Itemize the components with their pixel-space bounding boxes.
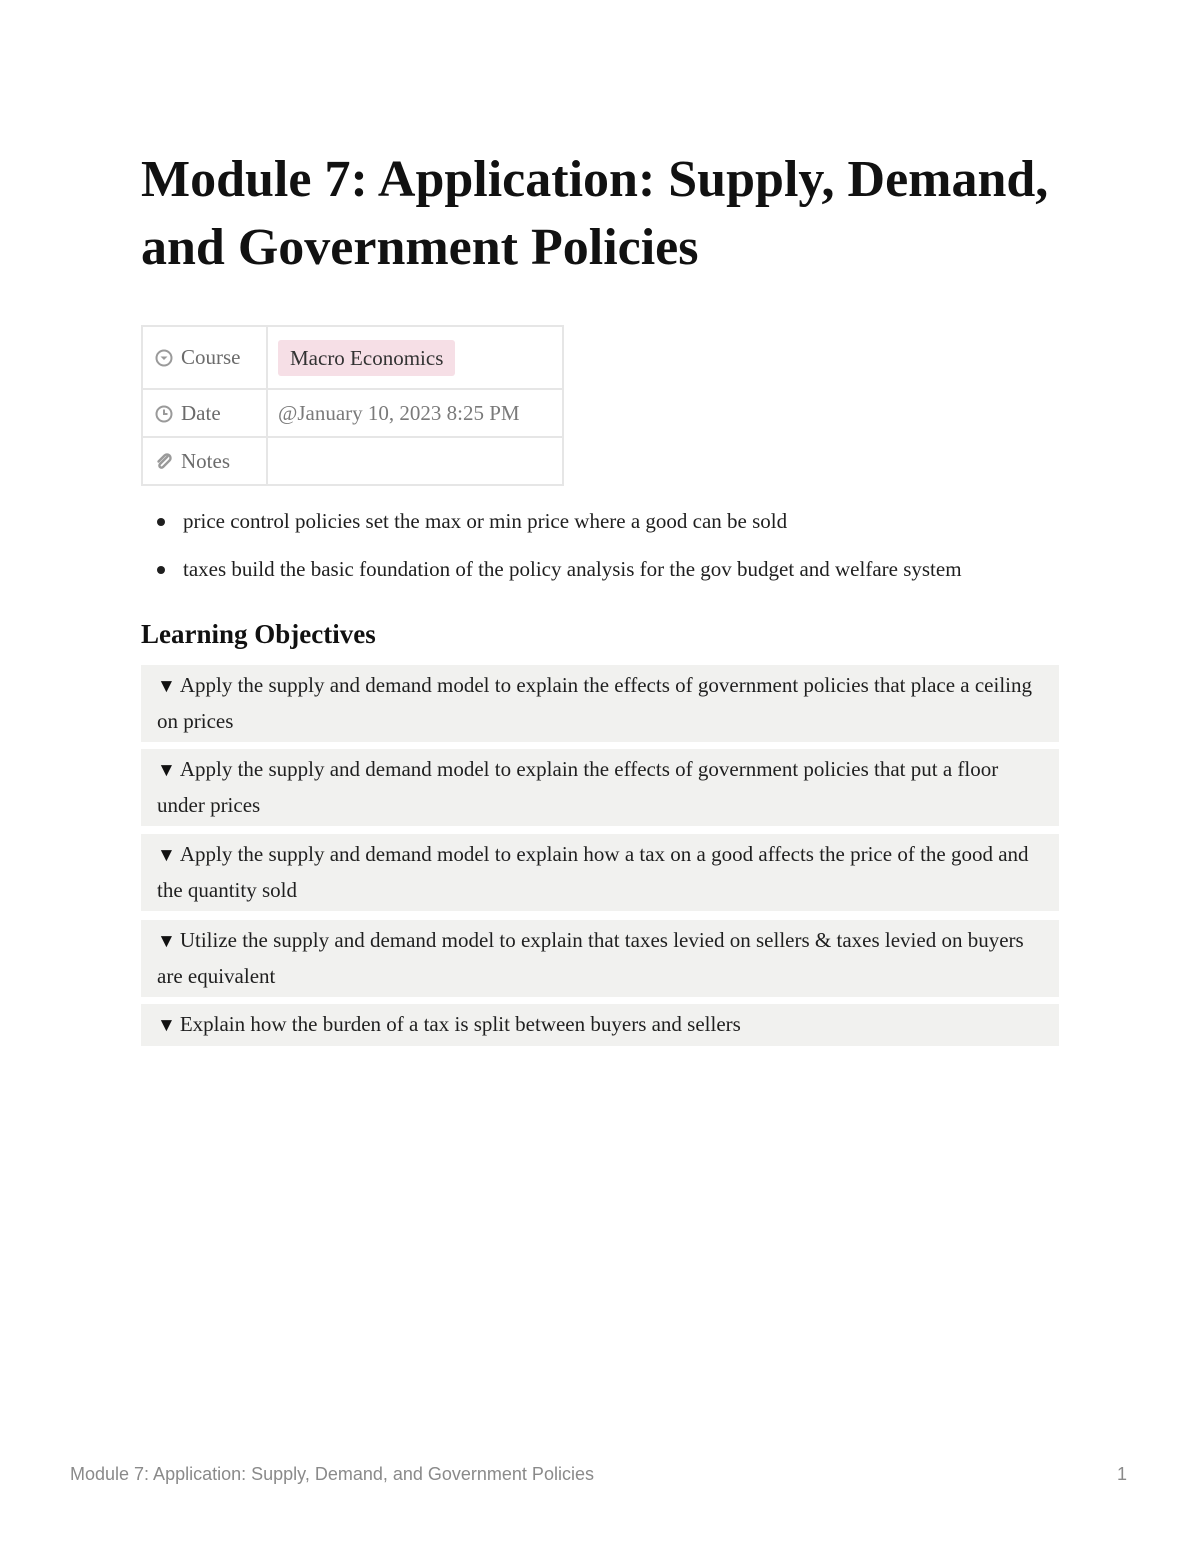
toggle-text: Utilize the supply and demand model to explain that taxes levied on sellers & taxes levied on buyers are equivalent — [157, 928, 1024, 988]
property-value-cell[interactable] — [267, 437, 563, 485]
toggle-block[interactable] — [141, 920, 1059, 997]
toggle-block[interactable] — [141, 665, 1059, 742]
property-row-notes — [142, 437, 563, 485]
bullet-dot — [157, 566, 165, 574]
property-row-date — [142, 389, 563, 437]
footer-title: Module 7: Application: Supply, Demand, and Government Policies — [70, 1464, 594, 1484]
property-row-course — [142, 326, 563, 389]
list-item — [141, 552, 962, 600]
toggle-block[interactable] — [141, 1004, 1059, 1046]
toggle-text: Explain how the burden of a tax is split between buyers and sellers — [179, 1012, 741, 1036]
clock-icon — [155, 405, 173, 423]
page-number: 1 — [1117, 1464, 1128, 1484]
course-tag[interactable]: Macro Economics — [278, 340, 455, 376]
property-label-cell — [142, 326, 267, 389]
chevron-circle-icon — [155, 349, 173, 367]
list-item-text: taxes build the basic foundation of the policy analysis for the gov budget and welfare system — [183, 557, 962, 581]
notes-label: Notes — [181, 448, 230, 473]
bullet-dot — [157, 518, 165, 526]
learning-objectives-heading: Learning Objectives — [141, 619, 376, 649]
triangle-down-icon[interactable]: ▼ — [157, 676, 176, 697]
property-value-cell[interactable] — [267, 389, 563, 437]
properties-table — [141, 325, 564, 486]
bullet-list — [141, 504, 962, 600]
list-item — [141, 504, 962, 552]
toggle-text: Apply the supply and demand model to explain the effects of government policies that place a ceiling on prices — [157, 673, 1033, 733]
property-label-cell — [142, 389, 267, 437]
date-value[interactable]: @January 10, 2023 8:25 PM — [278, 400, 520, 425]
toggle-text: Apply the supply and demand model to explain the effects of government policies that put a floor under prices — [157, 757, 999, 817]
toggle-text: Apply the supply and demand model to explain how a tax on a good affects the price of the good and the quantity sold — [157, 842, 1029, 902]
triangle-down-icon[interactable]: ▼ — [157, 845, 176, 866]
triangle-down-icon[interactable]: ▼ — [157, 931, 176, 952]
triangle-down-icon[interactable]: ▼ — [157, 1015, 176, 1036]
list-item-text: price control policies set the max or min price where a good can be sold — [183, 509, 788, 533]
triangle-down-icon[interactable]: ▼ — [157, 760, 176, 781]
property-label-cell — [142, 437, 267, 485]
toggle-block[interactable] — [141, 749, 1059, 826]
date-label: Date — [181, 400, 221, 425]
toggle-block[interactable] — [141, 834, 1059, 911]
page-title: Module 7: Application: Supply, Demand, and Government Policies — [141, 151, 1049, 276]
paperclip-icon — [155, 453, 173, 471]
property-value-cell[interactable] — [267, 326, 563, 389]
course-label: Course — [181, 345, 241, 369]
